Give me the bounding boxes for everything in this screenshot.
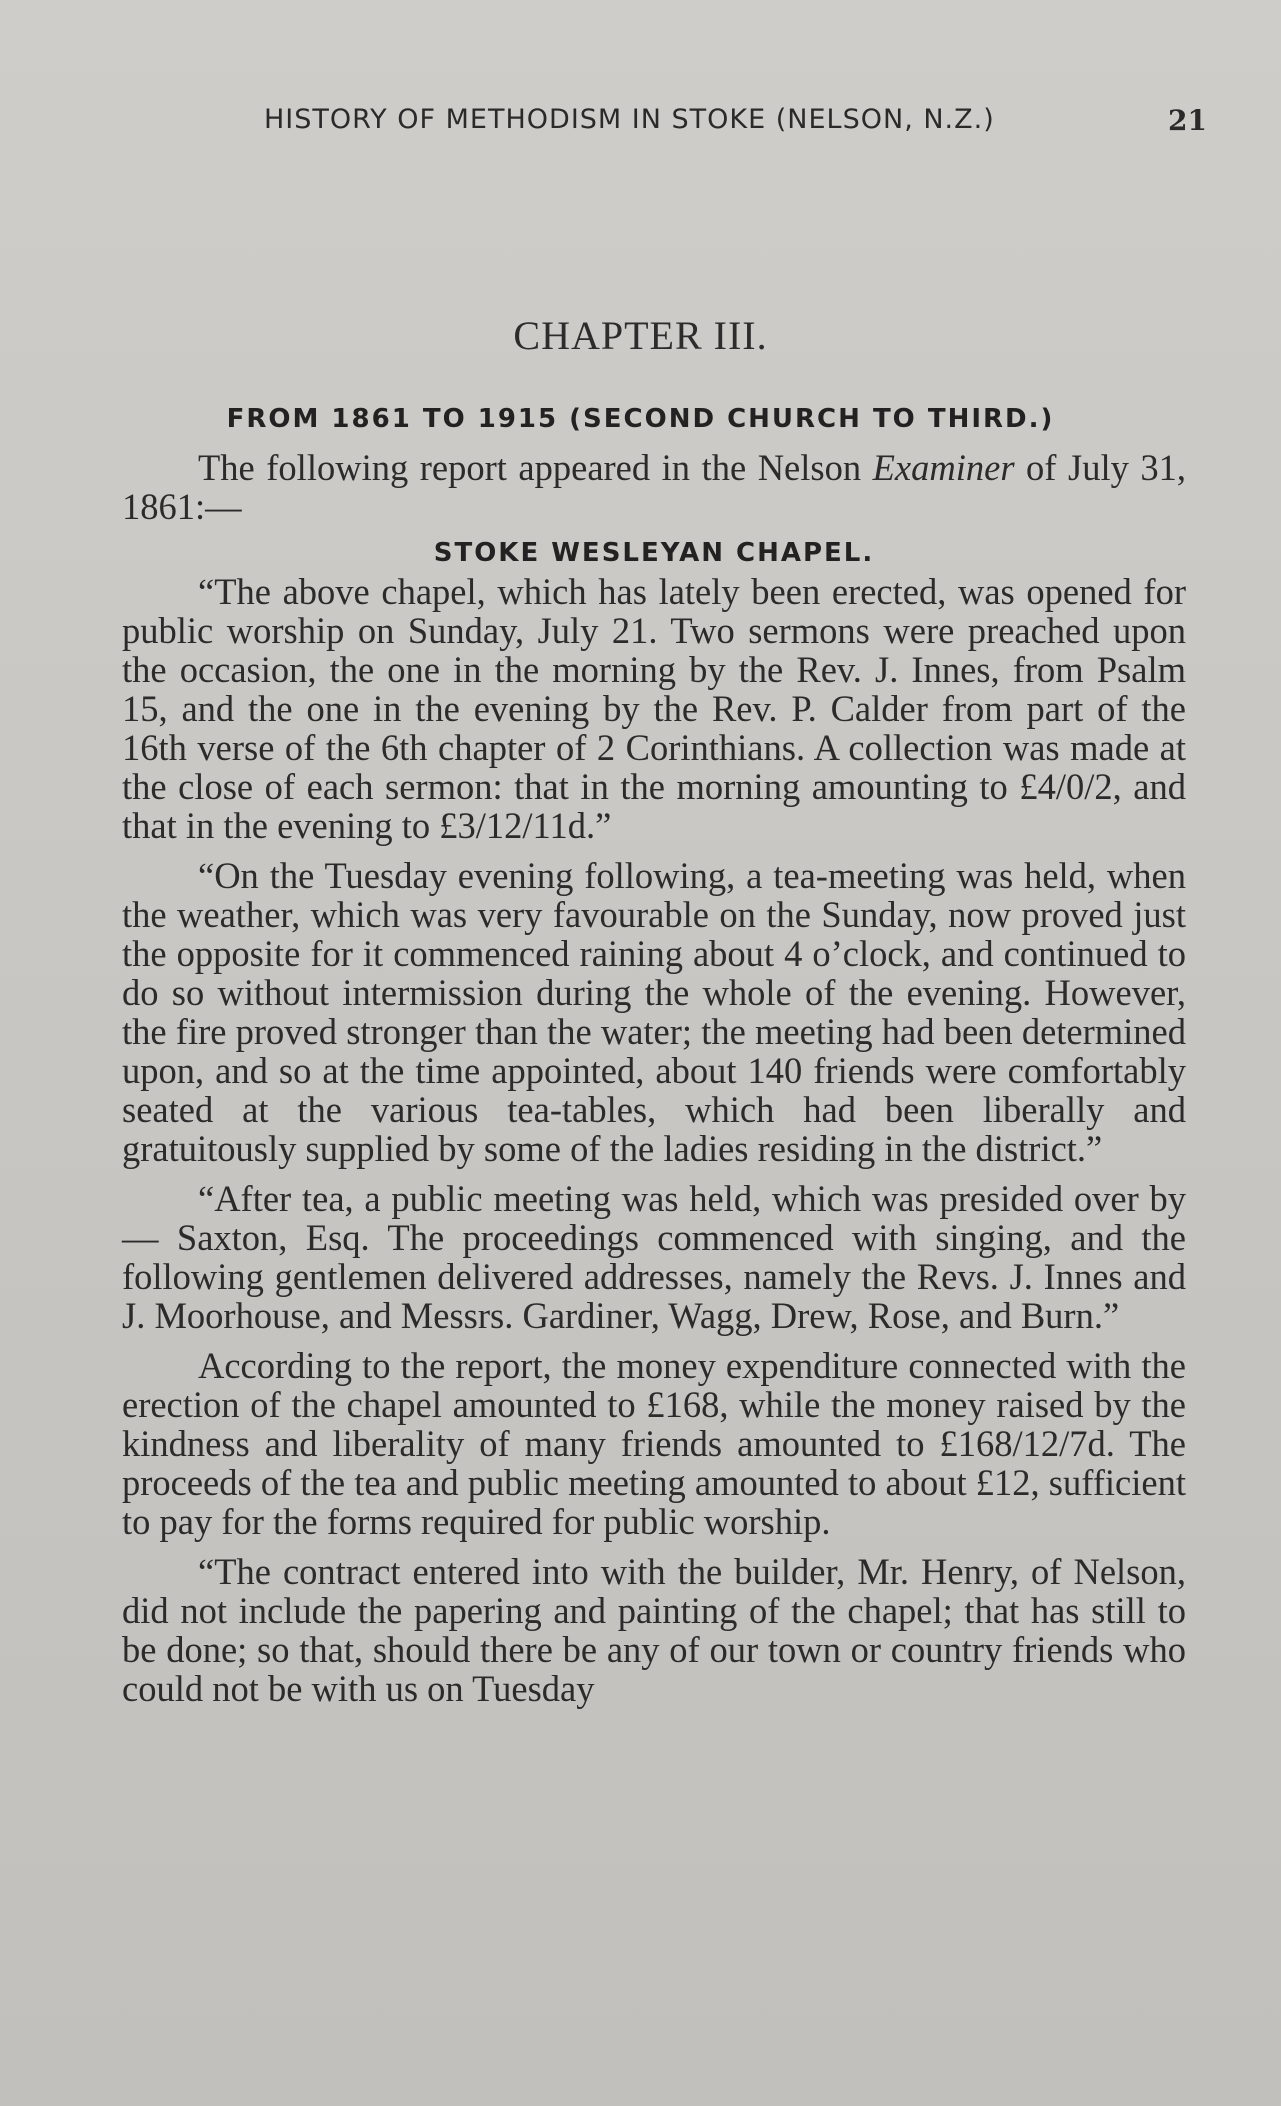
intro-paragraph: The following report appeared in the Nelson Examiner of July 31, 1861:— [122,447,1186,527]
paragraph: “After tea, a public meeting was held, which was presided over by — Saxton, Esq. The proceedings commenced with singing, and the following gentlemen delivered addresses, namely the Revs. J. Innes and J. Moorhouse, and Messrs. Gardiner, Wagg, Drew, Rose, and Burn.” [122,1178,1186,1336]
chapter-title: CHAPTER III. [513,313,768,358]
running-head: HISTORY OF METHODISM IN STOKE (NELSON, N.Z.) [264,104,995,135]
paragraph: According to the report, the money expenditure connected with the erection of the chapel amounted to £168, while the money raised by the kindness and liberality of many friends amounted to £168/12/7d. The proceeds of the tea and public meeting amounted to about £12, sufficient to pay for the forms required for public worship. [122,1345,1186,1542]
body-text [122,448,1186,1708]
chapter-subtitle: FROM 1861 TO 1915 (SECOND CHURCH TO THIRD.) [226,404,1055,434]
page-number: 21 [1168,104,1207,137]
newspaper-name: Examiner [872,447,1015,488]
paragraph: “On the Tuesday evening following, a tea-meeting was held, when the weather, which was very favourable on the Sunday, now proved just the opposite for it commenced raining about 4 o’clock, and continued to do so without intermission during the whole of the evening. However, the fire proved stronger than the water; the meeting had been determined upon, and so at the time appointed, about 140 friends were comfortably seated at the various tea-tables, which had been liberally and gratuitously supplied by some of the ladies residing in the district.” [122,855,1186,1169]
section-heading: STOKE WESLEYAN CHAPEL. [433,538,875,568]
paragraph: “The above chapel, which has lately been erected, was opened for public worship on Sunday, July 21. Two sermons were preached upon the occasion, the one in the morning by the Rev. J. Innes, from Psalm 15, and the one in the evening by the Rev. P. Calder from part of the 16th verse of the 6th chapter of 2 Corinthians. A collection was made at the close of each sermon: that in the morning amounting to £4/0/2, and that in the evening to £3/12/11d.” [122,571,1186,846]
paragraph: “The contract entered into with the builder, Mr. Henry, of Nelson, did not include the papering and painting of the chapel; that has still to be done; so that, should there be any of our town or country friends who could not be with us on Tuesday [122,1551,1186,1709]
